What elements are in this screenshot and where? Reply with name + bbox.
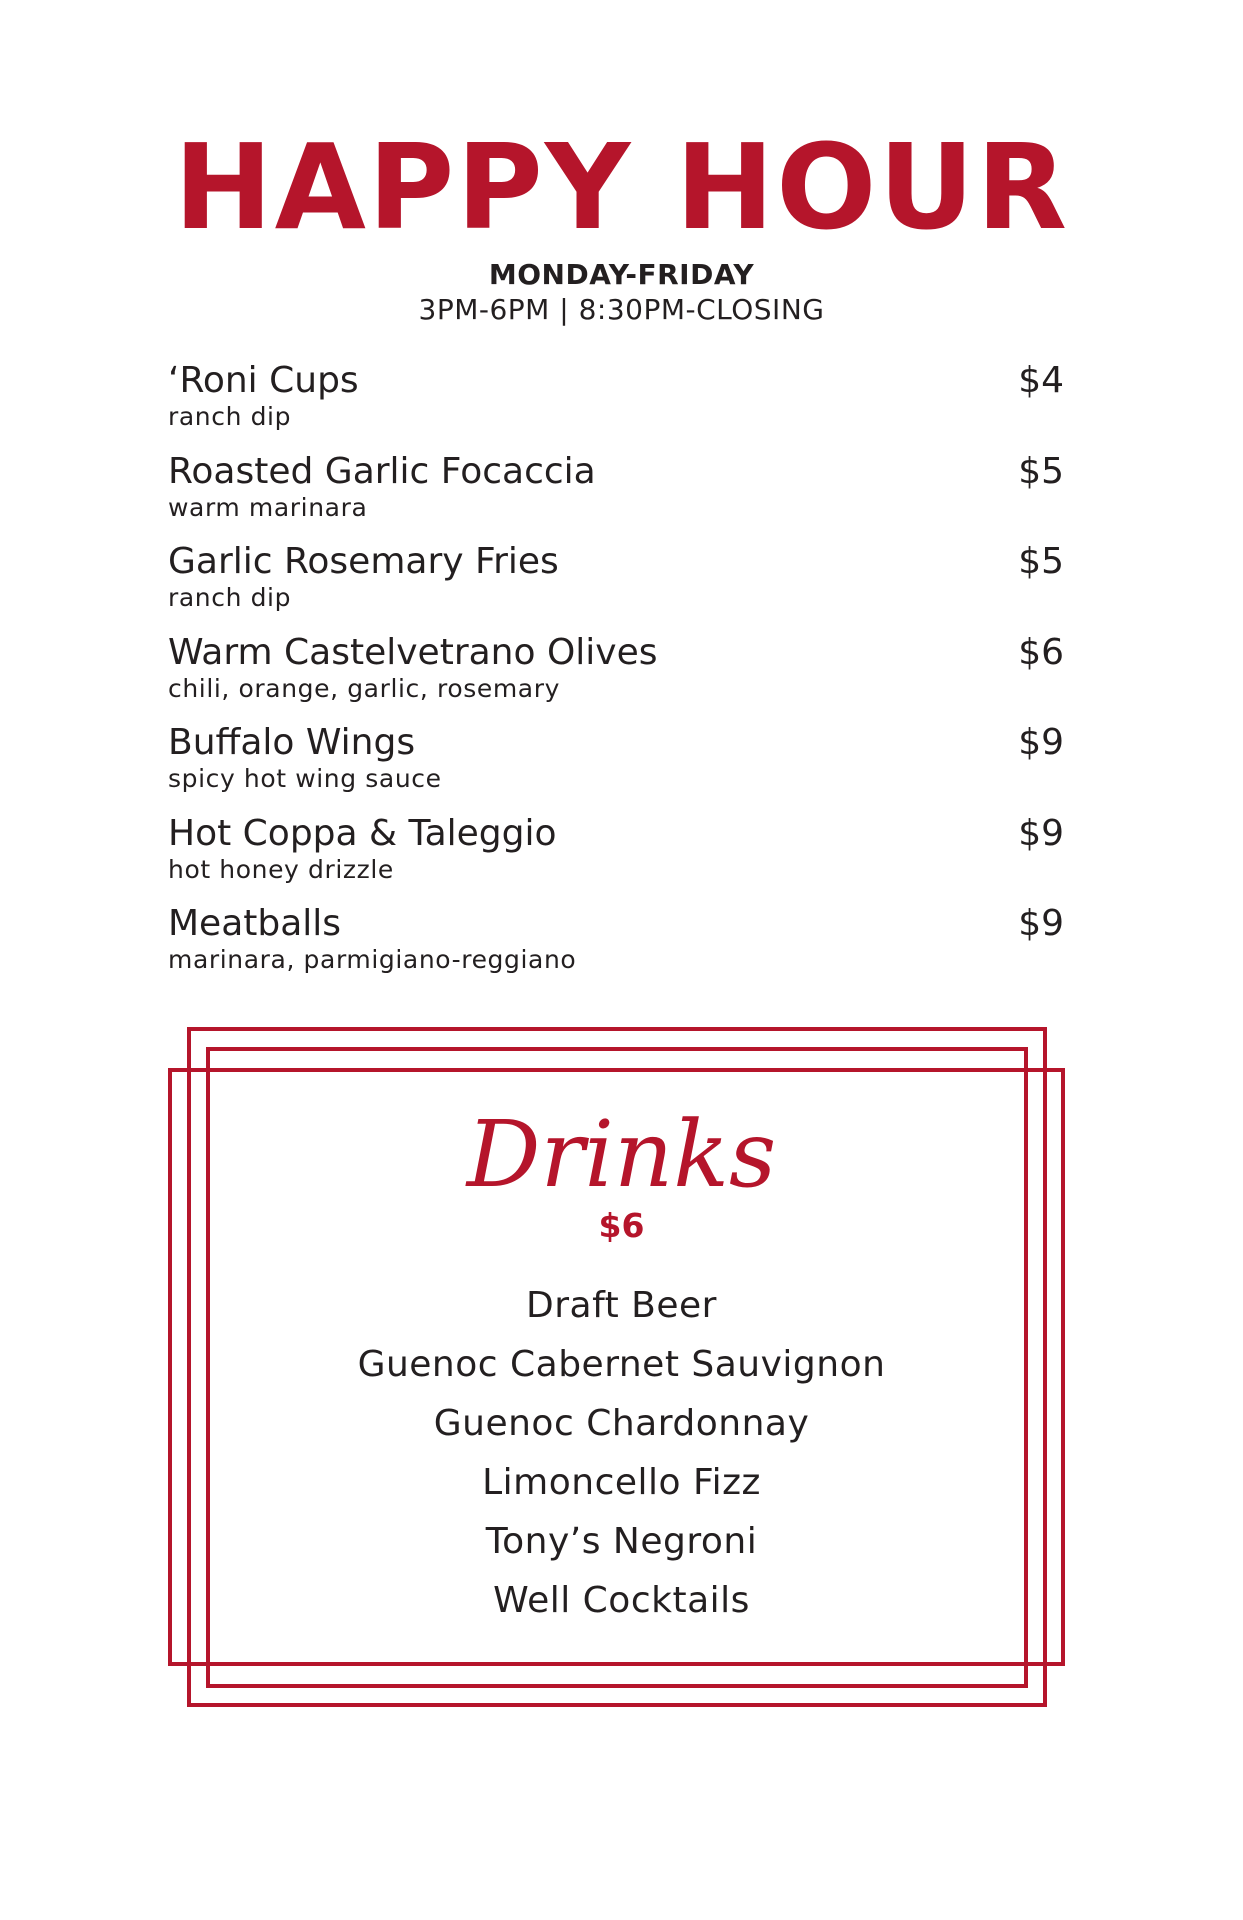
- item-name: Meatballs: [168, 903, 342, 944]
- drinks-heading: Drinks: [466, 1101, 777, 1208]
- item-description: ranch dip: [168, 402, 292, 431]
- item-description: marinara, parmigiano-reggiano: [168, 945, 577, 974]
- item-price: $9: [1018, 812, 1064, 854]
- item-price: $9: [1018, 722, 1064, 763]
- drink-item: Well Cocktails: [493, 1580, 750, 1621]
- page-title: HAPPY HOUR: [173, 118, 1070, 256]
- menu-item: [168, 632, 1064, 723]
- item-name: Garlic Rosemary Fries: [168, 541, 559, 582]
- hours-label: 3PM-6PM | 8:30PM-CLOSING: [418, 293, 825, 326]
- item-name: Roasted Garlic Focaccia: [168, 450, 596, 492]
- days-label: MONDAY-FRIDAY: [488, 258, 755, 291]
- menu-item: [168, 722, 1064, 813]
- item-price: $9: [1018, 903, 1064, 944]
- item-price: $5: [1018, 450, 1064, 492]
- item-description: hot honey drizzle: [168, 854, 394, 884]
- item-price: $5: [1018, 541, 1064, 582]
- drink-item: Guenoc Chardonnay: [433, 1403, 810, 1444]
- item-price: $4: [1018, 360, 1064, 401]
- drink-item: Limoncello Fizz: [482, 1462, 761, 1503]
- item-name: ‘Roni Cups: [168, 360, 359, 401]
- food-menu: [168, 360, 1064, 994]
- item-description: spicy hot wing sauce: [168, 764, 442, 793]
- drinks-list: [0, 1276, 1243, 1630]
- drinks-price: $6: [598, 1206, 645, 1245]
- item-description: ranch dip: [168, 583, 292, 612]
- menu-item: [168, 541, 1064, 632]
- item-price: $6: [1018, 631, 1064, 673]
- item-name: Warm Castelvetrano Olives: [168, 631, 658, 673]
- item-description: warm marinara: [168, 492, 368, 522]
- item-name: Buffalo Wings: [168, 722, 416, 763]
- menu-item: [168, 813, 1064, 904]
- drink-item: Guenoc Cabernet Sauvignon: [357, 1344, 886, 1385]
- item-name: Hot Coppa & Taleggio: [168, 812, 557, 854]
- drink-item: Tony’s Negroni: [485, 1521, 758, 1562]
- item-description: chili, orange, garlic, rosemary: [168, 673, 560, 703]
- menu-item: [168, 451, 1064, 542]
- drink-item: Draft Beer: [526, 1285, 717, 1326]
- menu-item: [168, 903, 1064, 994]
- menu-item: [168, 360, 1064, 451]
